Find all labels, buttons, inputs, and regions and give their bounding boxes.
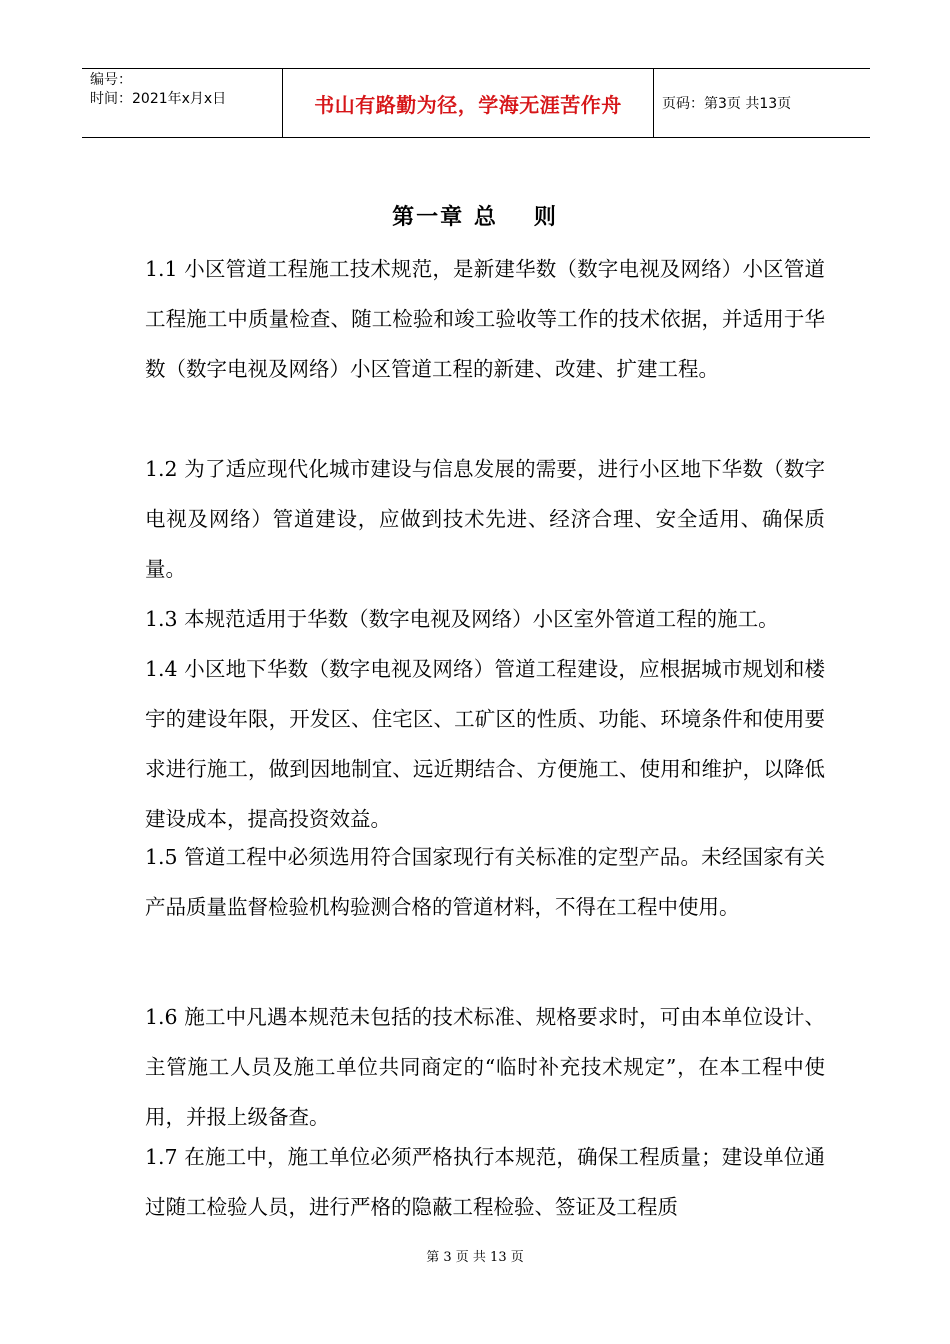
clause-1-6: 1.6 施工中凡遇本规范未包括的技术标准、规格要求时，可由本单位设计、主管施工人员及施工单位共同商定的“临时补充技术规定”，在本工程中使用，并报上级备查。 [145,1005,825,1129]
time-label: 时间：2021年x月x日 [90,91,227,107]
clause-1-1-term: 小区管道工程 [350,357,473,381]
clause-1-2: 1.2 为了适应现代化城市建设与信息发展的需要，进行小区地下华数（数字电视及网络）管道建设，应做到技术先进、经济合理、安全适用、确保质量。 [145,457,825,581]
clause-1-1-part: 施工中质量检查、随工检验和竣工验收等工作的技术依据，并适用于华数（数字电视及网络） [145,307,825,381]
chapter-title-right: 则 [533,205,558,230]
clause-1-4: 1.4 小区地下华数（数字电视及网络）管道工程建设，应根据城市规划和楼宇的建设年限，开发区、住宅区、工矿区的性质、功能、环境条件和使用要求进行施工，做到因地制宜、远近期结合、方便施工、使用和维护，以降低建设成本，提高投资效益。 [145,657,825,831]
number-label: 编号： [90,72,132,88]
clause-1-7: 1.7 在施工中，施工单位必须严格执行本规范，确保工程质量；建设单位通过随工检验人员，进行严格的隐蔽工程检验、签证及工程质 [145,1145,825,1219]
header-page-cell [654,69,870,137]
clause-1-1 [145,244,825,394]
clause-1-1-part: 1.1 [145,257,185,281]
clause-1-1-term: 小区管道工程 [145,257,826,331]
clause-1-1-part: 的新建、改建、扩建工程。 [473,357,719,381]
page-info: 页码：第3页 共13页 [662,96,792,112]
motto-text: 书山有路勤为径，学海无涯苦作舟 [314,92,622,117]
clause-1-1-term: 小区管道工程 [184,257,309,281]
chapter-title [0,200,950,231]
clause-1-3: 1.3 本规范适用于华数（数字电视及网络）小区室外管道工程的施工。 [145,607,779,631]
clause-1-1-part: 施工技术规范，是新建华数（数字电视及网络） [308,257,743,281]
header-left-cell [82,69,282,137]
page-footer: 第 3 页 共 13 页 [426,1250,524,1265]
chapter-title-left: 第一章 总 [392,205,498,230]
header-motto-cell [282,69,654,137]
page-header [82,68,870,138]
clause-1-5: 1.5 管道工程中必须选用符合国家现行有关标准的定型产品。未经国家有关产品质量监督检验机构验测合格的管道材料，不得在工程中使用。 [145,845,825,919]
